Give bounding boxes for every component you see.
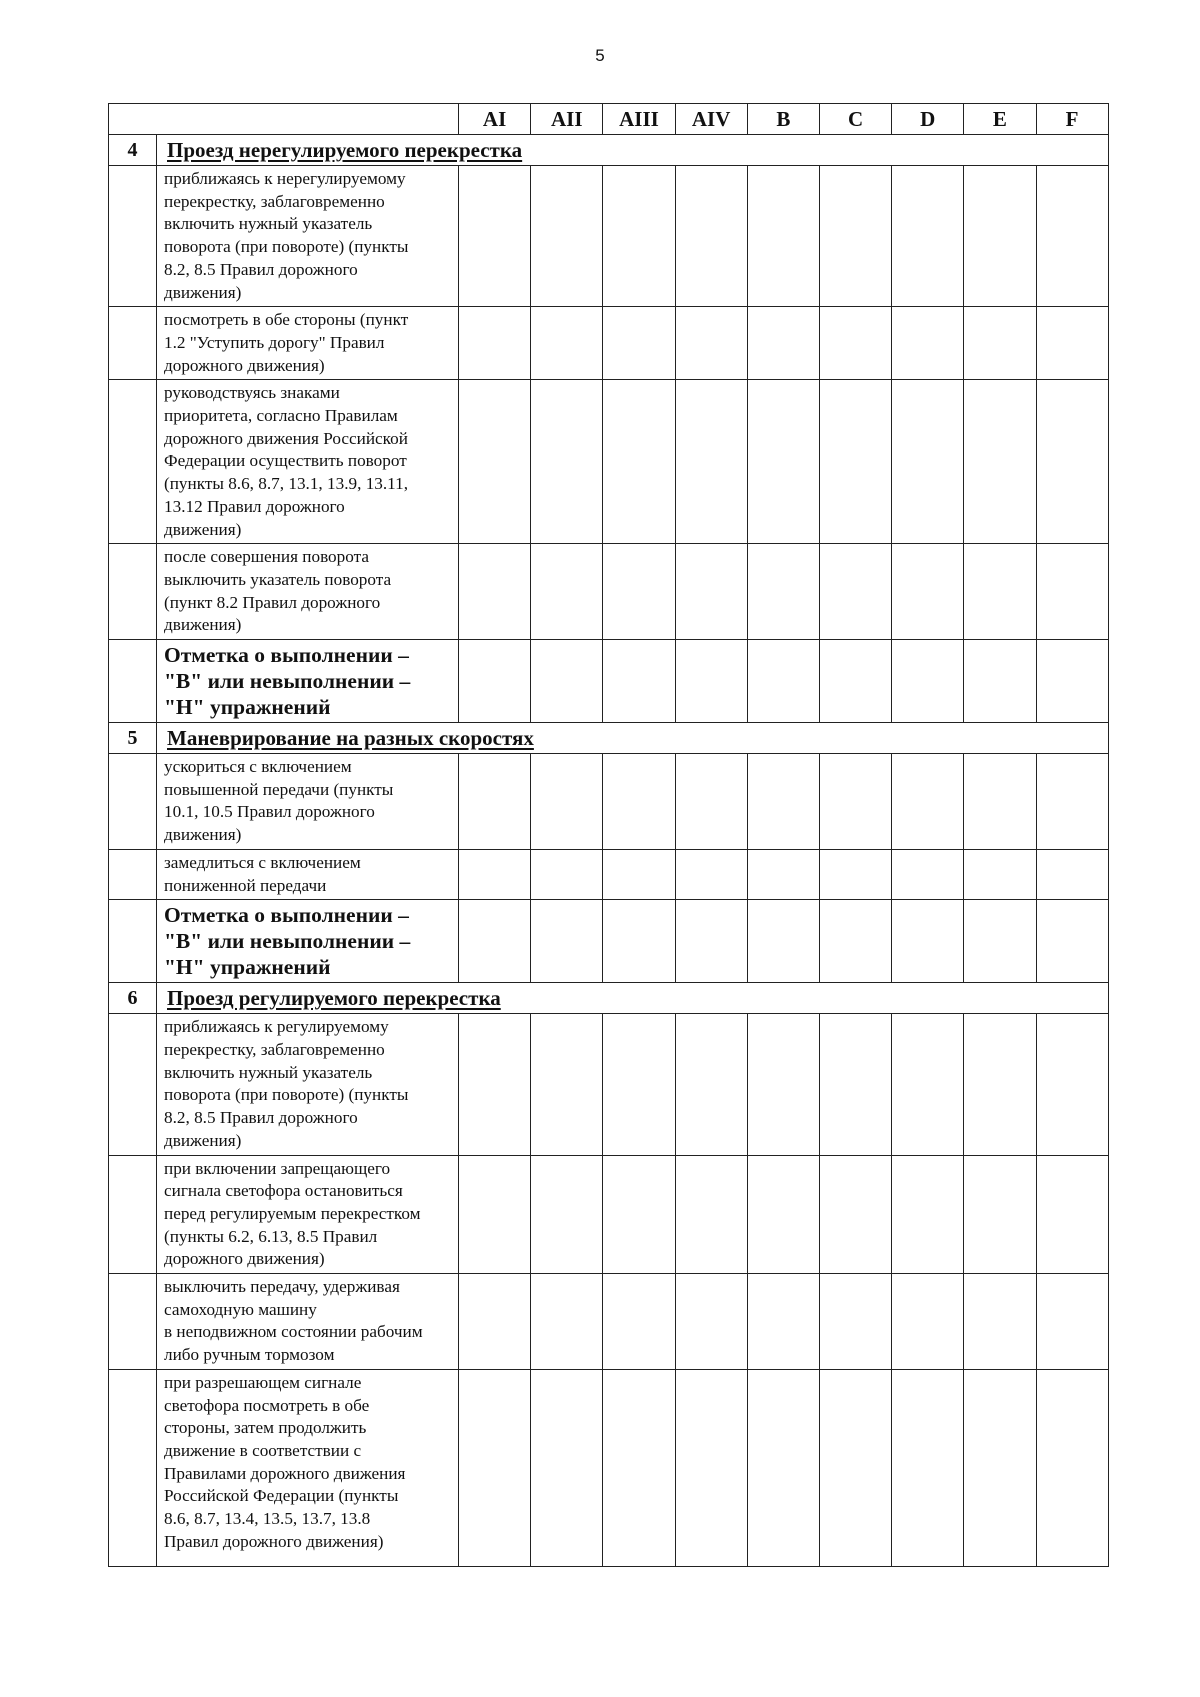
- description-line: посмотреть в обе стороны (пункт: [164, 310, 409, 330]
- mark-cell[interactable]: [675, 380, 747, 544]
- mark-cell[interactable]: [603, 640, 675, 723]
- mark-cell[interactable]: [1036, 380, 1108, 544]
- mark-cell[interactable]: [819, 754, 891, 850]
- mark-cell[interactable]: [675, 307, 747, 380]
- mark-cell[interactable]: [459, 307, 531, 380]
- mark-cell[interactable]: [819, 900, 891, 983]
- description-line: либо ручным тормозом: [164, 1345, 335, 1365]
- mark-cell[interactable]: [819, 380, 891, 544]
- mark-cell[interactable]: [459, 1014, 531, 1155]
- section-header-row: [109, 723, 1109, 754]
- exercise-row: [109, 1369, 1109, 1566]
- completion-mark-label: [157, 640, 459, 723]
- mark-cell[interactable]: [964, 640, 1036, 723]
- mark-cell[interactable]: [675, 166, 747, 307]
- mark-cell[interactable]: [603, 544, 675, 640]
- mark-cell[interactable]: [964, 166, 1036, 307]
- mark-cell[interactable]: [747, 544, 819, 640]
- mark-cell[interactable]: [675, 640, 747, 723]
- mark-cell[interactable]: [892, 754, 964, 850]
- mark-cell[interactable]: [1036, 849, 1108, 899]
- mark-cell[interactable]: [747, 166, 819, 307]
- mark-cell[interactable]: [459, 754, 531, 850]
- exercise-description: [157, 166, 459, 307]
- mark-cell[interactable]: [892, 307, 964, 380]
- mark-cell[interactable]: [675, 1369, 747, 1566]
- column-header: AI: [459, 104, 531, 135]
- completion-mark-label: [157, 900, 459, 983]
- mark-cell[interactable]: [964, 544, 1036, 640]
- description-line: руководствуясь знаками: [164, 383, 340, 403]
- mark-cell[interactable]: [603, 1014, 675, 1155]
- mark-cell[interactable]: [459, 1155, 531, 1274]
- number-cell: [109, 1014, 157, 1155]
- description-line: самоходную машину: [164, 1299, 317, 1319]
- mark-cell[interactable]: [819, 1155, 891, 1274]
- mark-cell[interactable]: [459, 544, 531, 640]
- number-cell: [109, 1274, 157, 1370]
- number-cell: [109, 166, 157, 307]
- description-line: в неподвижном состоянии рабочим: [164, 1322, 423, 1342]
- mark-cell[interactable]: [747, 1155, 819, 1274]
- description-line: 8.2, 8.5 Правил дорожного: [164, 1108, 358, 1128]
- mark-cell[interactable]: [1036, 754, 1108, 850]
- mark-cell[interactable]: [459, 1274, 531, 1370]
- description-line: перекрестку, заблаговременно: [164, 191, 385, 211]
- description-line: дорожного движения): [164, 1249, 325, 1269]
- mark-cell[interactable]: [747, 307, 819, 380]
- mark-cell[interactable]: [892, 849, 964, 899]
- description-line: светофора посмотреть в обе: [164, 1395, 370, 1415]
- mark-cell[interactable]: [603, 849, 675, 899]
- header-blank-cell: [109, 104, 459, 135]
- description-line: выключить указатель поворота: [164, 569, 392, 589]
- description-line: движения): [164, 825, 242, 845]
- exercise-row: [109, 849, 1109, 899]
- number-cell: [109, 1155, 157, 1274]
- exercise-row: [109, 1155, 1109, 1274]
- description-line: при включении запрещающего: [164, 1158, 391, 1178]
- description-line: 13.12 Правил дорожного: [164, 496, 345, 516]
- number-cell: [109, 544, 157, 640]
- description-line: движения): [164, 1130, 242, 1150]
- number-cell: [109, 900, 157, 983]
- description-line: Правилами дорожного движения: [164, 1463, 406, 1483]
- mark-cell[interactable]: [531, 640, 603, 723]
- mark-line: "В" или невыполнении –: [164, 929, 411, 954]
- description-line: перед регулируемым перекрестком: [164, 1203, 421, 1223]
- mark-cell[interactable]: [964, 900, 1036, 983]
- mark-cell[interactable]: [603, 380, 675, 544]
- mark-cell[interactable]: [675, 849, 747, 899]
- mark-cell[interactable]: [531, 1155, 603, 1274]
- mark-cell[interactable]: [1036, 307, 1108, 380]
- exercise-description: [157, 544, 459, 640]
- completion-mark-row: [109, 640, 1109, 723]
- mark-cell[interactable]: [819, 849, 891, 899]
- page-number: 5: [595, 46, 605, 65]
- number-cell: [109, 307, 157, 380]
- column-header: B: [747, 104, 819, 135]
- mark-cell[interactable]: [531, 849, 603, 899]
- number-cell: [109, 754, 157, 850]
- mark-cell[interactable]: [964, 754, 1036, 850]
- mark-cell[interactable]: [747, 1369, 819, 1566]
- mark-cell[interactable]: [603, 900, 675, 983]
- description-line: включить нужный указатель: [164, 214, 373, 234]
- exercise-description: [157, 380, 459, 544]
- description-line: 8.2, 8.5 Правил дорожного: [164, 259, 358, 279]
- description-line: стороны, затем продолжить: [164, 1418, 367, 1438]
- description-line: приближаясь к нерегулируемому: [164, 169, 406, 188]
- section-number: 5: [109, 723, 157, 754]
- mark-cell[interactable]: [603, 754, 675, 850]
- mark-cell[interactable]: [747, 640, 819, 723]
- mark-cell[interactable]: [747, 1274, 819, 1370]
- mark-line: Отметка о выполнении –: [164, 643, 409, 668]
- column-header: E: [964, 104, 1036, 135]
- section-title: Маневрирование на разных скоростях: [157, 723, 1109, 754]
- mark-cell[interactable]: [675, 1155, 747, 1274]
- mark-cell[interactable]: [1036, 166, 1108, 307]
- description-line: приоритета, согласно Правилам: [164, 406, 398, 426]
- mark-cell[interactable]: [1036, 900, 1108, 983]
- mark-cell[interactable]: [459, 1369, 531, 1566]
- description-line: приближаясь к регулируемому: [164, 1017, 389, 1037]
- completion-mark-row: [109, 900, 1109, 983]
- exercise-table: [108, 103, 1109, 1567]
- mark-cell[interactable]: [531, 166, 603, 307]
- mark-cell[interactable]: [747, 380, 819, 544]
- mark-cell[interactable]: [603, 1369, 675, 1566]
- mark-line: Отметка о выполнении –: [164, 903, 409, 928]
- mark-cell[interactable]: [892, 166, 964, 307]
- mark-cell[interactable]: [603, 166, 675, 307]
- section-title: Проезд нерегулируемого перекрестка: [157, 135, 1109, 166]
- description-line: (пункт 8.2 Правил дорожного: [164, 592, 381, 612]
- mark-cell[interactable]: [531, 754, 603, 850]
- mark-cell[interactable]: [892, 900, 964, 983]
- description-line: включить нужный указатель: [164, 1062, 373, 1082]
- section-number: 6: [109, 983, 157, 1014]
- mark-cell[interactable]: [531, 1014, 603, 1155]
- mark-cell[interactable]: [675, 544, 747, 640]
- description-line: 1.2 "Уступить дорогу" Правил: [164, 332, 385, 352]
- mark-cell[interactable]: [531, 544, 603, 640]
- mark-cell[interactable]: [459, 166, 531, 307]
- description-line: выключить передачу, удерживая: [164, 1277, 400, 1297]
- description-line: повышенной передачи (пункты: [164, 779, 394, 799]
- exercise-description: [157, 1155, 459, 1274]
- description-line: при разрешающем сигнале: [164, 1372, 362, 1392]
- mark-cell[interactable]: [892, 1369, 964, 1566]
- exercise-row: [109, 380, 1109, 544]
- description-line: (пункты 8.6, 8.7, 13.1, 13.9, 13.11,: [164, 474, 409, 494]
- mark-cell[interactable]: [892, 1274, 964, 1370]
- mark-cell[interactable]: [964, 1155, 1036, 1274]
- mark-cell[interactable]: [1036, 1274, 1108, 1370]
- mark-cell[interactable]: [892, 544, 964, 640]
- mark-cell[interactable]: [819, 1014, 891, 1155]
- mark-cell[interactable]: [603, 1155, 675, 1274]
- mark-cell[interactable]: [964, 307, 1036, 380]
- mark-cell[interactable]: [1036, 1155, 1108, 1274]
- description-line: дорожного движения Российской: [164, 428, 408, 448]
- mark-cell[interactable]: [1036, 1014, 1108, 1155]
- mark-cell[interactable]: [964, 849, 1036, 899]
- column-header: AII: [531, 104, 603, 135]
- mark-cell[interactable]: [1036, 1369, 1108, 1566]
- description-line: Федерации осуществить поворот: [164, 451, 407, 471]
- mark-cell[interactable]: [964, 1274, 1036, 1370]
- exercise-description: [157, 1274, 459, 1370]
- section-number: 4: [109, 135, 157, 166]
- mark-cell[interactable]: [459, 380, 531, 544]
- mark-cell[interactable]: [819, 544, 891, 640]
- number-cell: [109, 380, 157, 544]
- mark-cell[interactable]: [819, 1274, 891, 1370]
- table-header-row: [109, 104, 1109, 135]
- description-line: (пункты 6.2, 6.13, 8.5 Правил: [164, 1226, 378, 1246]
- mark-cell[interactable]: [819, 1369, 891, 1566]
- mark-cell[interactable]: [675, 1274, 747, 1370]
- number-cell: [109, 640, 157, 723]
- mark-cell[interactable]: [892, 380, 964, 544]
- exercise-description: [157, 849, 459, 899]
- description-line: ускориться с включением: [164, 757, 352, 777]
- mark-cell[interactable]: [747, 754, 819, 850]
- mark-line: "Н" упражнений: [164, 955, 331, 980]
- mark-cell[interactable]: [459, 900, 531, 983]
- description-line: движения): [164, 282, 242, 302]
- mark-cell[interactable]: [964, 1014, 1036, 1155]
- number-cell: [109, 1369, 157, 1566]
- mark-cell[interactable]: [964, 380, 1036, 544]
- description-line: сигнала светофора остановиться: [164, 1181, 403, 1201]
- description-line: Российской Федерации (пункты: [164, 1486, 399, 1506]
- column-header: C: [819, 104, 891, 135]
- mark-cell[interactable]: [675, 754, 747, 850]
- description-line: замедлиться с включением: [164, 852, 361, 872]
- section-header-row: [109, 983, 1109, 1014]
- description-line: движения): [164, 615, 242, 635]
- exercise-row: [109, 307, 1109, 380]
- mark-cell[interactable]: [747, 1014, 819, 1155]
- mark-cell[interactable]: [819, 307, 891, 380]
- exercise-row: [109, 754, 1109, 850]
- description-line: движения): [164, 519, 242, 539]
- mark-cell[interactable]: [892, 1014, 964, 1155]
- description-line: движение в соответствии с: [164, 1440, 362, 1460]
- mark-cell[interactable]: [819, 166, 891, 307]
- exercise-description: [157, 307, 459, 380]
- exercise-row: [109, 1014, 1109, 1155]
- description-line: пониженной передачи: [164, 875, 327, 895]
- exercise-row: [109, 166, 1109, 307]
- mark-cell[interactable]: [603, 307, 675, 380]
- mark-cell[interactable]: [892, 640, 964, 723]
- mark-cell[interactable]: [747, 849, 819, 899]
- description-line: перекрестку, заблаговременно: [164, 1039, 385, 1059]
- exercise-description: [157, 1014, 459, 1155]
- mark-cell[interactable]: [459, 849, 531, 899]
- mark-cell[interactable]: [675, 900, 747, 983]
- description-line: поворота (при повороте) (пункты: [164, 1085, 409, 1105]
- number-cell: [109, 849, 157, 899]
- mark-cell[interactable]: [531, 307, 603, 380]
- column-header: AIII: [603, 104, 675, 135]
- description-line: Правил дорожного движения): [164, 1531, 384, 1551]
- description-line: дорожного движения): [164, 355, 325, 375]
- mark-cell[interactable]: [747, 900, 819, 983]
- mark-cell[interactable]: [1036, 640, 1108, 723]
- exercise-description: [157, 754, 459, 850]
- mark-cell[interactable]: [531, 380, 603, 544]
- section-title: Проезд регулируемого перекрестка: [157, 983, 1109, 1014]
- mark-cell[interactable]: [964, 1369, 1036, 1566]
- section-header-row: [109, 135, 1109, 166]
- description-line: поворота (при повороте) (пункты: [164, 237, 409, 257]
- exercise-table-body: [109, 104, 1109, 1567]
- description-line: после совершения поворота: [164, 547, 369, 567]
- mark-cell[interactable]: [531, 1274, 603, 1370]
- column-header: AIV: [675, 104, 747, 135]
- mark-cell[interactable]: [819, 640, 891, 723]
- column-header: D: [892, 104, 964, 135]
- mark-cell[interactable]: [892, 1155, 964, 1274]
- mark-cell[interactable]: [1036, 544, 1108, 640]
- mark-cell[interactable]: [459, 640, 531, 723]
- mark-line: "Н" упражнений: [164, 695, 331, 720]
- mark-cell[interactable]: [531, 1369, 603, 1566]
- exercise-row: [109, 544, 1109, 640]
- description-line: 8.6, 8.7, 13.4, 13.5, 13.7, 13.8: [164, 1509, 371, 1529]
- mark-cell[interactable]: [531, 900, 603, 983]
- mark-cell[interactable]: [675, 1014, 747, 1155]
- exercise-description: [157, 1369, 459, 1566]
- mark-line: "В" или невыполнении –: [164, 669, 411, 694]
- exercise-row: [109, 1274, 1109, 1370]
- mark-cell[interactable]: [603, 1274, 675, 1370]
- column-header: F: [1036, 104, 1108, 135]
- description-line: 10.1, 10.5 Правил дорожного: [164, 802, 375, 822]
